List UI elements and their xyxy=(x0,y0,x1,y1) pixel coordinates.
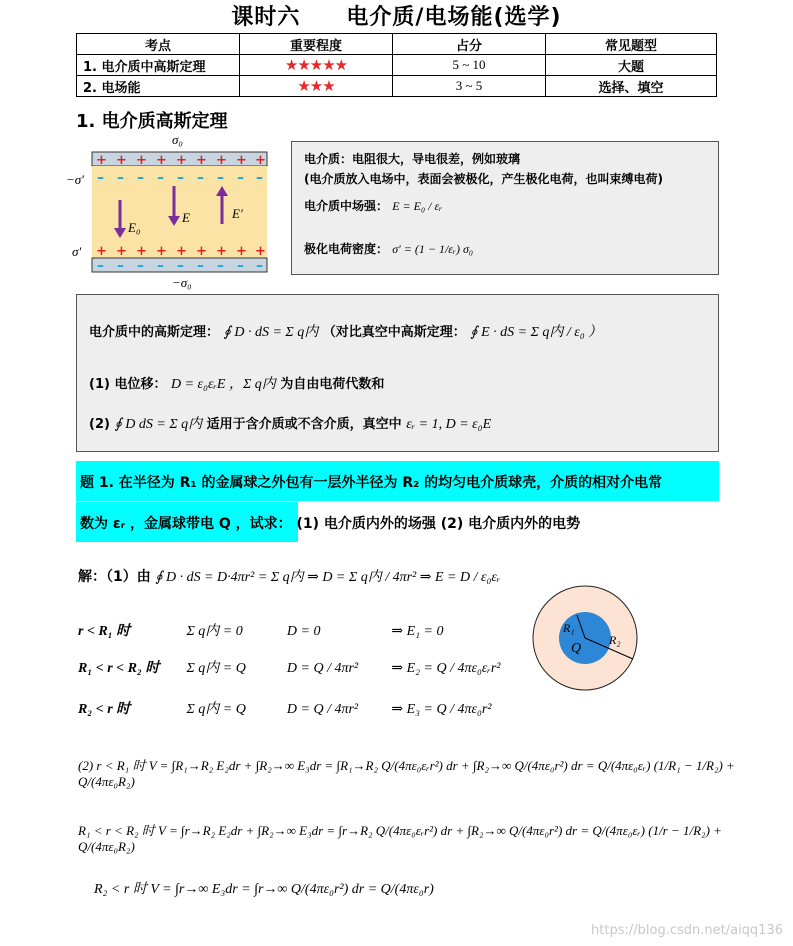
problem-line1: 题 1. 在半径为 R₁ 的金属球之外包有一层外半径为 R₂ 的均匀电介质球壳，介质的相对介电常 xyxy=(80,475,663,491)
label-sigma0: σ₀ xyxy=(172,132,183,147)
box2-item2 xyxy=(89,413,491,433)
svg-text:–: – xyxy=(117,170,124,186)
minus-polarization-charges xyxy=(97,170,263,186)
dielectric-diagram xyxy=(62,132,282,292)
sphere-diagram xyxy=(525,583,655,693)
box2-item2-formula2: εᵣ = 1, D = ε₀E xyxy=(406,417,492,432)
svg-text:+: + xyxy=(156,244,167,259)
label-R1: R₁ xyxy=(563,621,575,635)
label-R2: R₂ xyxy=(609,633,621,647)
row-topic: 2. 电场能 xyxy=(77,76,240,97)
row-topic: 1. 电介质中高斯定理 xyxy=(77,55,240,76)
svg-text:+: + xyxy=(116,244,127,259)
case-sum: Σ q内 = 0 xyxy=(186,624,243,639)
label-E0: E₀ xyxy=(128,220,141,235)
svg-text:+: + xyxy=(136,153,147,168)
box2-item1-formula: D = ε₀εᵣE ，Σ q内 xyxy=(171,377,276,392)
problem-line2-highlight: 数为 εᵣ ，金属球带电 Q ，试求： xyxy=(80,516,292,532)
label-sigma-prime: σ′ xyxy=(72,244,82,259)
case-row xyxy=(78,620,508,640)
solution-intro-formula: ∮ D · dS = D·4πr² = Σ q内 ⇒ D = Σ q内 / 4πr² ⇒ E = D / ε₀εᵣ xyxy=(155,570,501,585)
box1-line2: (电介质放入电场中，表面会被极化，产生极化电荷，也叫束缚电荷) xyxy=(304,172,663,186)
svg-text:–: – xyxy=(197,170,204,186)
svg-text:+: + xyxy=(96,153,107,168)
svg-text:–: – xyxy=(177,170,184,186)
label-Q: Q xyxy=(571,641,582,656)
label-Eprime: E′ xyxy=(232,206,243,221)
solution-intro xyxy=(78,566,500,586)
svg-text:–: – xyxy=(157,170,164,186)
box2-compare-formula: ∮ E · dS = Σ q内 / ε₀ ） xyxy=(470,325,603,340)
svg-text:+: + xyxy=(236,153,247,168)
dielectric-diagram-svg xyxy=(62,132,282,292)
dielectric-definition-box xyxy=(291,141,719,275)
case-sum: Σ q内 = Q xyxy=(186,702,246,717)
page-title: 课时六 电介质/电场能(选学) xyxy=(231,5,562,30)
case-D: D = Q / 4πr² xyxy=(286,702,359,717)
box1-field-label: 电介质中场强： xyxy=(304,199,389,213)
svg-text:+: + xyxy=(176,153,187,168)
case-condition: r < R₁ 时 xyxy=(78,624,131,639)
table-row xyxy=(77,55,717,76)
box2-item2-label: (2) xyxy=(89,417,110,432)
case-condition: R₂ < r 时 xyxy=(78,702,131,717)
case-row xyxy=(78,657,518,677)
svg-text:+: + xyxy=(156,153,167,168)
header-importance: 重要程度 xyxy=(240,34,393,55)
svg-text:+: + xyxy=(236,244,247,259)
case-E: ⇒ E₃ = Q / 4πε₀r² xyxy=(391,702,492,717)
header-topic: 考点 xyxy=(77,34,240,55)
box2-item2-formula: ∮ D dS = Σ q内 xyxy=(114,417,203,432)
svg-text:+: + xyxy=(176,244,187,259)
svg-text:+: + xyxy=(196,153,207,168)
potential-case-2: R₁ < r < R₂ 时 V = ∫r→R₂ E₂dr + ∫R₂→∞ E₃dr = ∫r→R₂ Q/(4πε₀εᵣr²) dr + ∫R₂→∞ Q/(4πε₀r²) dr = Q/(4πε₀εᵣ) (1/r − 1/R₂) + Q/(4πε₀R₂) xyxy=(78,823,722,854)
solution-intro-label: 解：（1）由 xyxy=(78,569,151,585)
row-type: 大题 xyxy=(546,55,717,76)
svg-text:–: – xyxy=(256,258,263,274)
summary-table xyxy=(76,33,717,97)
box1-pol-label: 极化电荷密度： xyxy=(304,242,389,256)
problem-line2 xyxy=(80,513,580,533)
row-stars: ★★★★★ xyxy=(240,55,393,76)
row-stars: ★★★ xyxy=(240,76,393,97)
box2-gauss xyxy=(89,321,602,341)
svg-text:–: – xyxy=(157,258,164,274)
svg-text:–: – xyxy=(237,170,244,186)
row-score: 3 ~ 5 xyxy=(393,76,546,97)
svg-text:–: – xyxy=(197,258,204,274)
svg-text:–: – xyxy=(137,258,144,274)
svg-text:+: + xyxy=(96,244,107,259)
case-D: D = 0 xyxy=(286,624,321,639)
case-E: ⇒ E₁ = 0 xyxy=(391,624,444,639)
svg-text:–: – xyxy=(137,170,144,186)
potential-case-1: (2) r < R₁ 时 V = ∫R₁→R₂ E₂dr + ∫R₂→∞ E₃dr = ∫R₁→R₂ Q/(4πε₀εᵣr²) dr + ∫R₂→∞ Q/(4πε₀r²) dr = Q/(4πε₀εᵣ) (1/R₁ − 1/R₂) + Q/(4πε₀R₂) xyxy=(78,758,735,789)
svg-text:+: + xyxy=(255,153,266,168)
svg-text:+: + xyxy=(136,244,147,259)
svg-text:+: + xyxy=(216,244,227,259)
box2-item1-tail: 为自由电荷代数和 xyxy=(280,377,385,392)
header-type: 常见题型 xyxy=(546,34,717,55)
box1-line1: 电介质：电阻很大，导电很差，例如玻璃 xyxy=(304,152,521,166)
case-row xyxy=(78,698,518,718)
case-condition: R₁ < r < R₂ 时 xyxy=(78,661,160,676)
box1-pol-formula: σ′ = (1 − 1/εᵣ) σ₀ xyxy=(392,242,474,256)
bottom-minus-charges xyxy=(97,258,263,274)
top-plus-charges xyxy=(96,153,266,168)
sphere-svg xyxy=(525,583,655,693)
box2-item1 xyxy=(89,373,384,393)
section-title: 1. 电介质高斯定理 xyxy=(76,111,228,132)
table-header-row xyxy=(77,34,717,55)
header-score: 占分 xyxy=(393,34,546,55)
plus-polarization-charges xyxy=(96,244,266,259)
svg-text:–: – xyxy=(177,258,184,274)
label-minus-sigma-prime: −σ′ xyxy=(66,172,85,187)
box2-gauss-formula: ∮ D · dS = Σ q内 xyxy=(223,325,319,340)
svg-text:–: – xyxy=(217,258,224,274)
potential-case-3: R₂ < r 时 V = ∫r→∞ E₃dr = ∫r→∞ Q/(4πε₀r²) dr = Q/(4πε₀r) xyxy=(94,882,434,897)
case-sum: Σ q内 = Q xyxy=(186,661,246,676)
svg-text:+: + xyxy=(196,244,207,259)
svg-text:–: – xyxy=(256,170,263,186)
svg-text:–: – xyxy=(237,258,244,274)
svg-text:+: + xyxy=(255,244,266,259)
label-minus-sigma0: −σ₀ xyxy=(172,275,192,290)
box2-gauss-label: 电介质中的高斯定理： xyxy=(89,325,220,340)
problem-line2-tail: (1) 电介质内外的场强 (2) 电介质内外的电势 xyxy=(296,516,581,532)
svg-text:–: – xyxy=(97,170,104,186)
svg-text:–: – xyxy=(217,170,224,186)
watermark: https://blog.csdn.net/aiqq136 xyxy=(591,923,783,938)
svg-text:–: – xyxy=(117,258,124,274)
row-type: 选择、填空 xyxy=(546,76,717,97)
box2-item1-label: (1) 电位移： xyxy=(89,377,167,392)
box1-field xyxy=(304,197,442,214)
case-D: D = Q / 4πr² xyxy=(286,661,359,676)
gauss-law-box xyxy=(76,294,719,452)
table-row xyxy=(77,76,717,97)
svg-text:–: – xyxy=(97,258,104,274)
svg-text:+: + xyxy=(216,153,227,168)
label-E: E xyxy=(182,210,190,225)
box2-item2-tail: 适用于含介质或不含介质，真空中 xyxy=(206,417,402,432)
case-E: ⇒ E₂ = Q / 4πε₀εᵣr² xyxy=(391,661,501,676)
box1-field-formula: E = E₀ / εᵣ xyxy=(392,199,443,213)
box2-compare-label: （对比真空中高斯定理： xyxy=(322,325,466,340)
svg-text:+: + xyxy=(116,153,127,168)
box1-pol xyxy=(304,240,473,257)
row-score: 5 ~ 10 xyxy=(393,55,546,76)
